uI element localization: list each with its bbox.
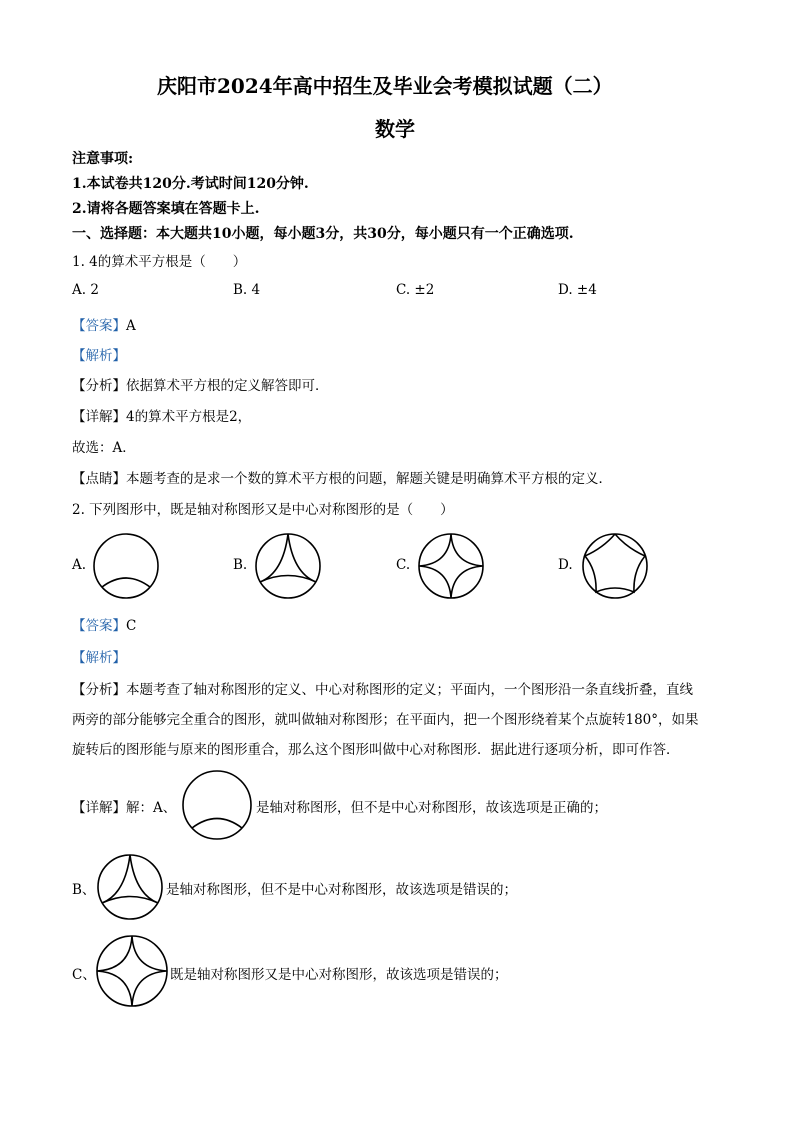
q1-xiangjie-line	[72, 405, 251, 425]
answer-tag: 【答案】	[72, 618, 126, 634]
q2-xiangjie-b-prefix: B、	[72, 882, 96, 898]
q2-fenxi-line-3: 旋转后的图形能与原来的图形重合，那么这个图形叫做中心对称图形．据此进行逐项分析，即可作答．	[72, 742, 680, 758]
q2-analysis-tag: 【解析】	[72, 650, 126, 666]
q1-option-b: B. 4	[233, 282, 261, 298]
circle-with-five-arcs-icon	[580, 531, 650, 601]
xiangjie-tag: 【详解】	[72, 409, 126, 425]
circle-with-three-arcs-icon	[95, 852, 165, 922]
q1-analysis-tag: 【解析】	[72, 348, 126, 364]
q2-fenxi-line-1	[72, 678, 693, 698]
q2-answer: C	[126, 618, 137, 634]
q2-xiangjie-c-prefix: C、	[72, 967, 96, 983]
q2-option-d-label: D.	[558, 557, 573, 573]
q1-fenxi: 依据算术平方根的定义解答即可．	[126, 378, 329, 394]
xiangjie-tag: 【详解】	[72, 800, 126, 816]
q2-stem: 2. 下列图形中，既是轴对称图形又是中心对称图形的是（ ）	[72, 502, 454, 518]
q2-xiangjie-a-text: 是轴对称图形，但不是中心对称图形，故该选项是正确的；	[256, 800, 607, 816]
q1-option-a: A. 2	[72, 282, 99, 298]
notice-item-1: 1.本试卷共120分.考试时间120分钟.	[72, 176, 309, 192]
q1-dianjing: 本题考查的是求一个数的算术平方根的问题，解题关键是明确算术平方根的定义．	[126, 471, 612, 487]
q1-answer-line	[72, 314, 136, 334]
q1-stem: 1. 4的算术平方根是（ ）	[72, 254, 247, 270]
q2-option-a-label: A.	[72, 557, 87, 573]
q2-fenxi-line-2: 两旁的部分能够完全重合的图形，就叫做轴对称图形；在平面内，把一个图形绕着某个点旋转180°，如果	[72, 712, 699, 728]
subject-title: 数学	[375, 117, 415, 141]
q2-option-c-label: C.	[396, 557, 411, 573]
q2-option-b-label: B.	[233, 557, 248, 573]
section-heading: 一、选择题：本大题共10小题，每小题3分，共30分，每小题只有一个正确选项.	[72, 226, 574, 242]
dianjing-tag: 【点睛】	[72, 471, 126, 487]
circle-with-four-arcs-icon	[95, 934, 169, 1008]
q1-dianjing-line	[72, 467, 612, 487]
notice-item-2: 2.请将各题答案填在答题卡上.	[72, 201, 260, 217]
document-title: 庆阳市2024年高中招生及毕业会考模拟试题（二）	[157, 74, 613, 98]
circle-with-four-arcs-icon	[416, 531, 486, 601]
notice-heading: 注意事项:	[72, 151, 134, 167]
q2-xiangjie-c-text: 既是轴对称图形又是中心对称图形，故该选项是错误的；	[170, 967, 508, 983]
q1-option-d: D. ±4	[558, 282, 597, 298]
q1-answer: A	[126, 318, 136, 334]
circle-with-three-arcs-icon	[253, 531, 323, 601]
xiangjie-a-label: 解：A、	[126, 800, 177, 816]
q2-xiangjie-a-prefix	[72, 796, 176, 816]
circle-with-one-arc-icon	[181, 769, 253, 841]
q2-xiangjie-b-text: 是轴对称图形，但不是中心对称图形，故该选项是错误的；	[166, 882, 517, 898]
circle-with-one-arc-icon	[91, 531, 161, 601]
answer-tag: 【答案】	[72, 318, 126, 334]
q1-option-c: C. ±2	[396, 282, 435, 298]
q1-fenxi-line	[72, 374, 329, 394]
q2-fenxi-1: 本题考查了轴对称图形的定义、中心对称图形的定义；平面内，一个图形沿一条直线折叠，直线	[126, 682, 693, 698]
q1-xiangjie: 4的算术平方根是2，	[126, 409, 252, 425]
fenxi-tag: 【分析】	[72, 682, 126, 698]
q2-answer-line	[72, 614, 136, 634]
q1-choose: 故选：A．	[72, 440, 136, 456]
fenxi-tag: 【分析】	[72, 378, 126, 394]
